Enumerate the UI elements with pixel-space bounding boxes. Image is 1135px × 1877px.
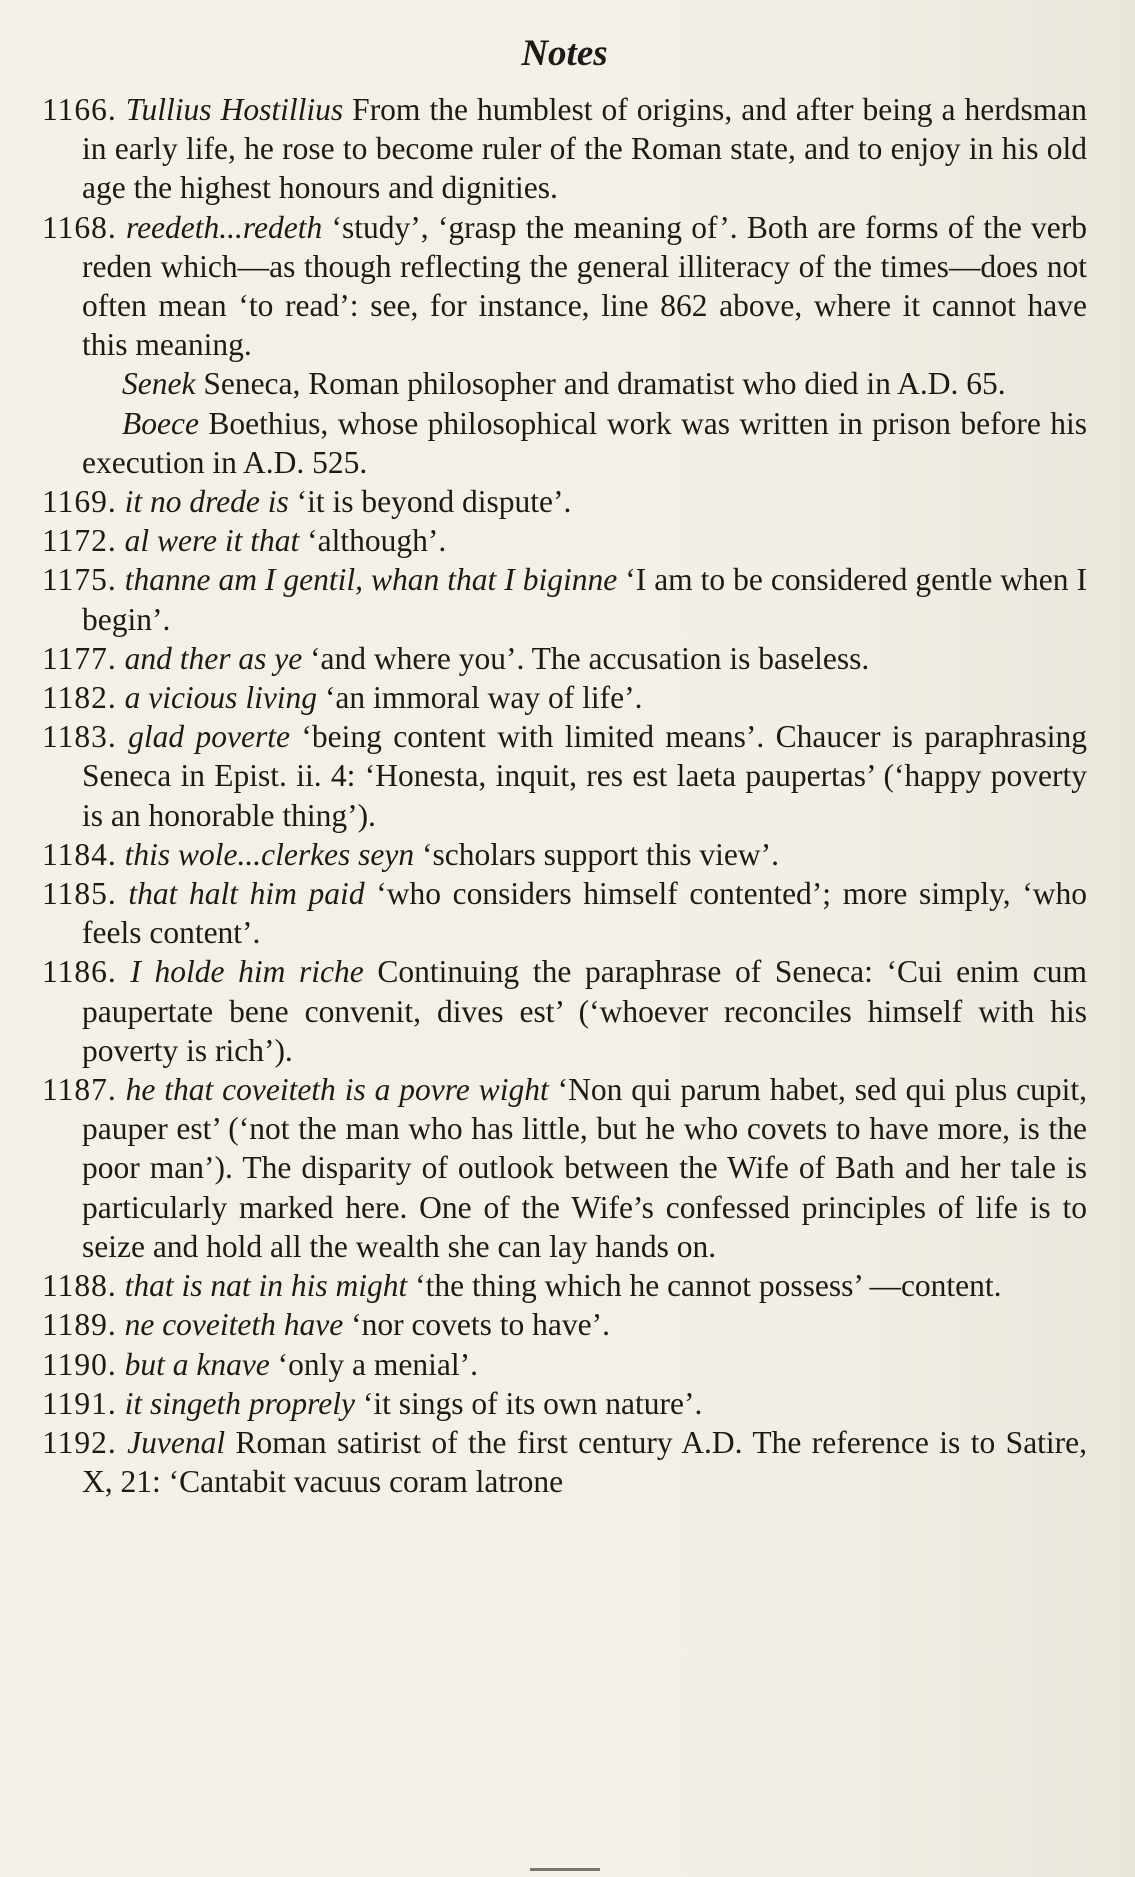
note-subentry <box>42 404 1087 482</box>
note-text: ‘it is beyond dispute’. <box>296 484 572 520</box>
note-text: Continuing the paraphrase of Seneca: ‘Cui enim cum paupertate bene convenit, dives est’ (‘whoever reconciles himself with his poverty is rich’). <box>82 954 1088 1068</box>
note-lemma: that halt him paid <box>128 876 365 912</box>
note-lemma: he that coveiteth is a povre wight <box>125 1072 549 1108</box>
note-number: 1190. <box>42 1346 117 1382</box>
note-text: ‘I am to be considered gentle when I begin’. <box>82 562 1088 637</box>
page-number-fragment <box>530 1868 600 1877</box>
note-text: ‘an immoral way of life’. <box>324 680 643 716</box>
note-number: 1166. <box>42 92 117 127</box>
note-number: 1187. <box>42 1072 117 1108</box>
note-entry <box>42 1384 1087 1423</box>
note-entry <box>42 952 1087 1070</box>
note-lemma: I holde him riche <box>130 954 364 990</box>
note-lemma: that is nat in his might <box>124 1268 408 1304</box>
note-entry <box>42 835 1087 874</box>
note-entry <box>42 90 1087 208</box>
note-lemma: it no drede is <box>124 484 289 520</box>
note-entry <box>42 678 1087 717</box>
note-text: ‘scholars support this view’. <box>422 836 779 872</box>
note-number: 1182. <box>42 680 117 716</box>
note-number: 1189. <box>42 1307 117 1343</box>
note-lemma: thanne am I gentil, whan that I biginne <box>124 562 618 598</box>
note-entry <box>42 1305 1087 1344</box>
page-title: Notes <box>521 33 608 74</box>
note-text: ‘only a menial’. <box>277 1346 478 1382</box>
note-number: 1191. <box>42 1385 117 1421</box>
note-entry <box>42 874 1087 952</box>
note-lemma: reedeth...redeth <box>125 209 323 245</box>
note-text: Boethius, whose philosophical work was written in prison before his execution in A.D. 525. <box>82 405 1088 480</box>
note-number: 1186. <box>42 954 117 990</box>
note-text: Seneca, Roman philosopher and dramatist who died in A.D. 65. <box>203 366 1006 402</box>
note-number: 1177. <box>42 640 117 676</box>
note-entry <box>42 1345 1087 1384</box>
note-text: Roman satirist of the first century A.D. The reference is to Satire, X, 21: ‘Cantabit vacuus coram latrone <box>82 1424 1088 1500</box>
note-text: ‘nor covets to have’. <box>351 1307 610 1343</box>
note-number: 1169. <box>42 484 117 520</box>
note-number: 1188. <box>42 1268 117 1304</box>
note-text: ‘Non qui parum habet, sed qui plus cupit, pauper est’ (‘not the man who has little, but he who covets to have more, is the poor man’). The disparity of outlook between the Wife of Bath and her tale is particularly marked here. One of the Wife’s confessed principles of life is to seize and hold all the wealth she can lay hands on. <box>82 1072 1087 1264</box>
note-entry <box>42 560 1087 638</box>
note-lemma: glad poverte <box>128 719 290 755</box>
note-number: 1183. <box>42 719 117 755</box>
note-text: ‘it sings of its own nature’. <box>362 1385 703 1421</box>
note-lemma: Boece <box>122 405 199 441</box>
note-entry <box>42 1423 1087 1501</box>
note-subentry <box>42 364 1087 403</box>
note-entry <box>42 1070 1087 1266</box>
note-text: ‘being content with limited means’. Chaucer is paraphrasing Seneca in Epist. ii. 4: ‘Honesta, inquit, res est laeta paupertas’ (‘happy poverty is an honorable thing’). <box>82 719 1087 833</box>
note-text: ‘although’. <box>307 523 447 559</box>
notes-list <box>42 90 1087 1501</box>
note-lemma: it singeth proprely <box>124 1385 355 1421</box>
note-number: 1184. <box>42 836 117 872</box>
note-number: 1192. <box>42 1424 117 1460</box>
note-text: From the humblest of origins, and after being a herdsman in early life, he rose to become ruler of the Roman state, and to enjoy in his old age the highest honours and dignities. <box>82 92 1087 206</box>
note-entry <box>42 521 1087 560</box>
note-number: 1168. <box>42 209 117 245</box>
note-number: 1172. <box>42 523 117 559</box>
note-lemma: but a knave <box>124 1346 270 1382</box>
note-entry <box>42 717 1087 835</box>
note-entry <box>42 1266 1087 1305</box>
note-lemma: Senek <box>122 366 196 402</box>
note-lemma: and ther as ye <box>124 640 303 676</box>
note-lemma: ne coveiteth have <box>124 1307 344 1343</box>
note-lemma: Juvenal <box>127 1424 226 1460</box>
note-lemma: this wole...clerkes seyn <box>124 836 415 872</box>
note-entry <box>42 208 1087 365</box>
note-number: 1185. <box>42 876 117 912</box>
note-entry <box>42 639 1087 678</box>
note-number: 1175. <box>42 562 117 598</box>
note-text: ‘and where you’. The accusation is baseless. <box>310 640 870 676</box>
note-entry <box>42 482 1087 521</box>
note-lemma: Tullius Hostillius <box>125 92 344 127</box>
note-lemma: a vicious living <box>124 680 318 716</box>
note-text: ‘study’, ‘grasp the meaning of’. Both are forms of the verb reden which—as though reflecting the general illiteracy of the times—does not often mean ‘to read’: see, for instance, line 862 above, where it cannot have this meaning. <box>82 209 1088 363</box>
note-lemma: al were it that <box>124 523 300 559</box>
note-text: ‘the thing which he cannot possess’ —content. <box>415 1268 1002 1304</box>
note-text: ‘who considers himself contented’; more simply, ‘who feels content’. <box>82 876 1088 951</box>
